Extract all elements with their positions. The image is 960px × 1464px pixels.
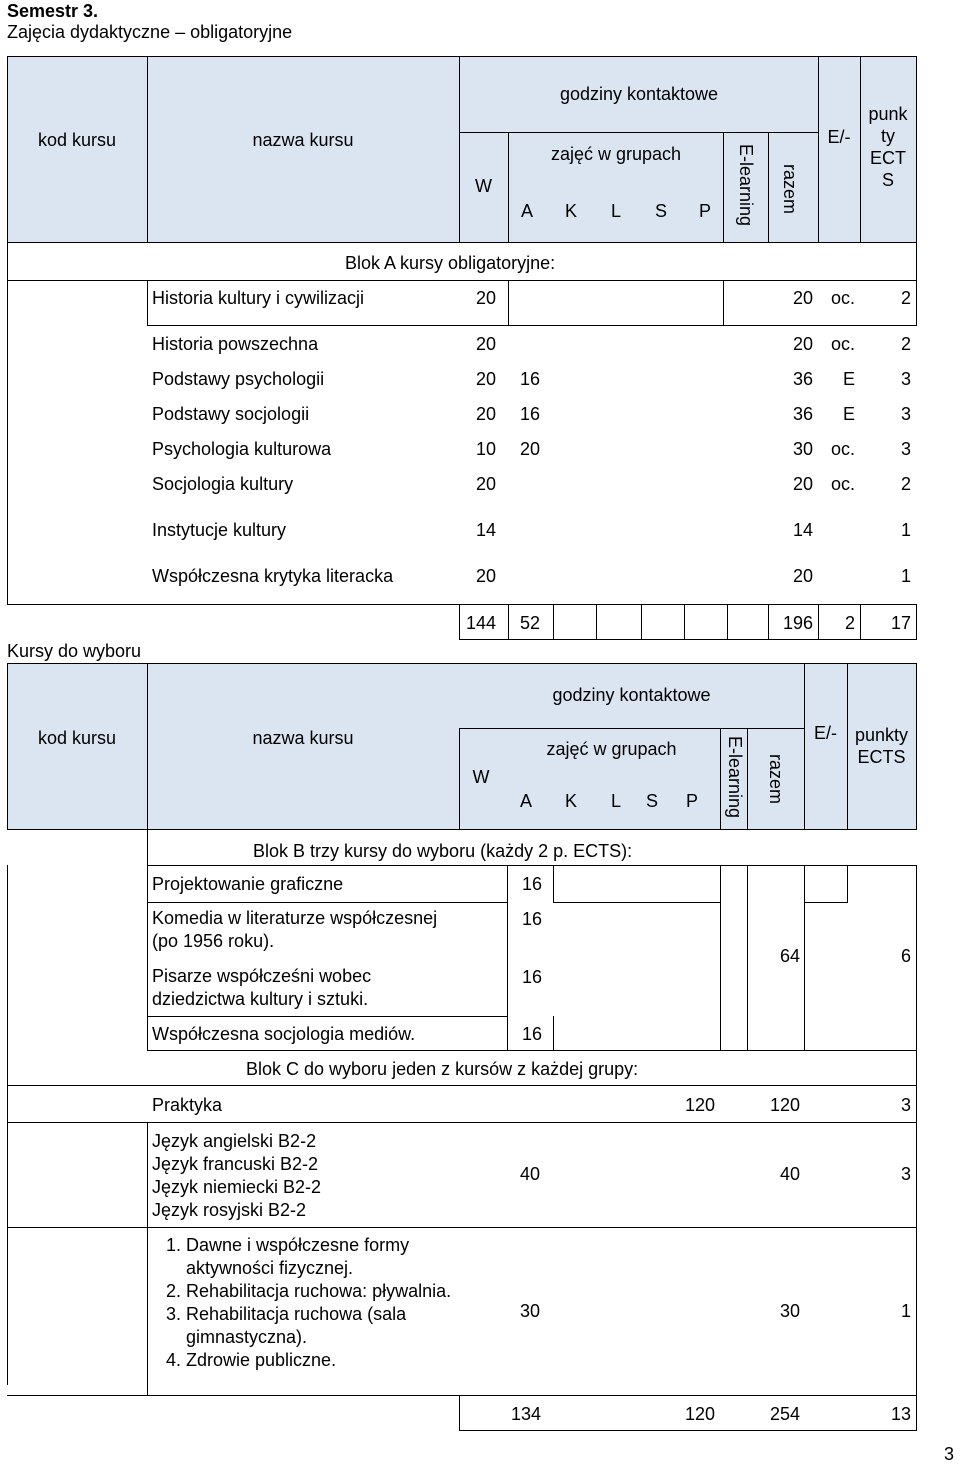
header2-s: S <box>646 791 659 811</box>
table-row: Instytucje kultury <box>152 520 287 540</box>
header2-punkty-ects: punkty ECTS <box>854 725 909 767</box>
total-e: 2 <box>844 613 855 633</box>
header-nazwa-kursu: nazwa kursu <box>252 130 354 150</box>
total2-elearning: 120 <box>684 1404 715 1424</box>
header2-razem: razem <box>766 753 786 804</box>
total-a: 52 <box>520 613 541 633</box>
table-row: Historia kultury i cywilizacji <box>152 288 365 308</box>
header2-k: K <box>565 791 578 811</box>
header-zajec-w-grupach: zajęć w grupach <box>550 144 682 164</box>
header-w: W <box>475 176 492 196</box>
header2-p: P <box>686 791 699 811</box>
header-godziny-kontaktowe: godziny kontaktowe <box>559 84 719 104</box>
header-razem: razem <box>780 163 800 214</box>
header2-l: L <box>611 791 622 811</box>
list-item: Współczesna socjologia mediów. <box>152 1024 416 1044</box>
total2-a: 134 <box>511 1404 542 1424</box>
praktyka-row: Praktyka <box>152 1095 223 1115</box>
header2-nazwa-kursu: nazwa kursu <box>252 728 354 748</box>
total2-ects: 13 <box>890 1404 911 1424</box>
header2-kod-kursu: kod kursu <box>37 728 117 748</box>
header-a: A <box>521 201 534 221</box>
header2-a: A <box>520 791 533 811</box>
table-row: Współczesna krytyka literacka <box>152 566 394 586</box>
table-row: Podstawy psychologii <box>152 369 325 389</box>
header-punkty-ects: punk ty ECT S <box>868 104 908 190</box>
header2-e: E/- <box>813 723 837 743</box>
table-row: Podstawy socjologii <box>152 404 310 424</box>
total-razem: 196 <box>782 613 813 633</box>
header2-zajec-w-grupach: zajęć w grupach <box>546 739 677 759</box>
header-l: L <box>611 201 622 221</box>
semester-title: Semestr 3. <box>7 1 99 21</box>
table-row: Historia powszechna <box>152 334 319 354</box>
page-number: 3 <box>944 1444 955 1464</box>
header2-w: W <box>472 767 490 787</box>
list-item: Pisarze współcześni wobec dziedzictwa kultury i sztuki. <box>152 966 372 1009</box>
page-subtitle: Zajęcia dydaktyczne – obligatoryjne <box>7 22 293 42</box>
languages-list: Język angielski B2-2 Język francuski B2-2 Język niemiecki B2-2 Język rosyjski B2-2 <box>152 1131 322 1220</box>
block-c-title: Blok C do wyboru jeden z kursów z każdej grupy: <box>246 1059 639 1079</box>
header2-elearning: E-learning <box>725 735 745 819</box>
total-ects: 17 <box>890 613 911 633</box>
header2-godziny-kontaktowe: godziny kontaktowe <box>552 685 711 705</box>
header-s: S <box>655 201 668 221</box>
total2-razem: 254 <box>769 1404 800 1424</box>
block-b-ects: 6 <box>900 946 911 966</box>
wf-list: 1. Dawne i współczesne formy aktywności fizycznej. 2. Rehabilitacja ruchowa: pływalnia. 3. Rehabilitacja ruchowa (sala gimnastyczna). 4. Zdrowie publiczne. <box>150 1234 486 1372</box>
list-item: Komedia w literaturze współczesnej (po 1956 roku). <box>152 908 438 951</box>
table1-header-bg <box>7 56 916 242</box>
header-k: K <box>565 201 578 221</box>
total-w: 144 <box>466 613 497 633</box>
header-elearning: E-learning <box>736 143 756 227</box>
header-kod-kursu: kod kursu <box>37 130 117 150</box>
kursy-do-wyboru-heading: Kursy do wyboru <box>7 641 142 661</box>
header-p: P <box>699 201 712 221</box>
table-row: Psychologia kulturowa <box>152 439 332 459</box>
block-b-razem: 64 <box>779 946 800 966</box>
table-row: Socjologia kultury <box>152 474 294 494</box>
header-e: E/- <box>827 127 851 147</box>
block-a-title: Blok A kursy obligatoryjne: <box>345 253 556 273</box>
block-b-title: Blok B trzy kursy do wyboru (każdy 2 p. ECTS): <box>253 841 633 861</box>
list-item: Projektowanie graficzne <box>152 874 344 894</box>
